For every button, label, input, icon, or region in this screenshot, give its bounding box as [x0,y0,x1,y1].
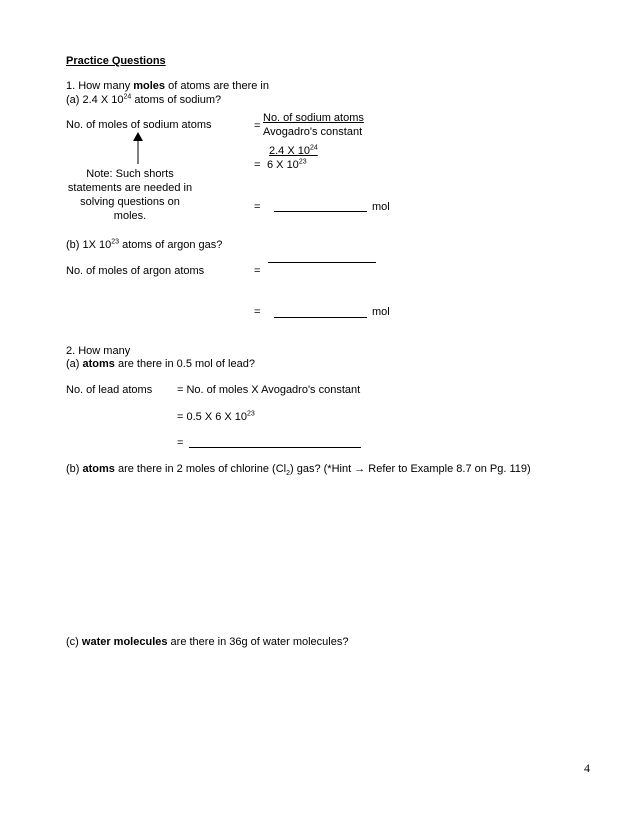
arrow-right-icon: → [354,463,366,475]
q1a-prompt-post: atoms of sodium? [131,94,222,106]
q1b-prompt-sup: 23 [111,238,120,246]
q1a-answer-blank [274,211,367,212]
q2a-prompt-post: are there in 0.5 mol of lead? [114,358,255,370]
q2a-prompt-bold: atoms [82,358,115,370]
q2b-prompt [66,463,531,476]
q2a-prompt-pre: (a) [66,358,83,370]
q2-intro: 2. How many [66,345,131,357]
q1b-prompt-pre: (b) 1X 10 [66,239,112,251]
page-number: 4 [584,761,590,775]
q1b-label: No. of moles of argon atoms [66,265,205,277]
q2b-prompt-pre: (b) [66,463,83,475]
q2b-prompt-sub: 2 [286,470,290,478]
note-text: Note: Such shorts statements are needed in solving questions on moles. [67,168,193,222]
q1b-equals-1: = [254,265,261,277]
q1a-num-value-sup: 24 [309,144,318,152]
q2b-prompt-post: ) gas? (*Hint [290,463,355,475]
q2a-line2-pre: = 0.5 X 6 X 10 [177,411,248,423]
q2b-prompt-tail: Refer to Example 8.7 on Pg. 119) [365,463,531,475]
q1a-num-value [269,145,318,158]
q2c-prompt-pre: (c) [66,636,82,648]
q2a-answer-blank [189,447,361,448]
q1-intro [66,80,269,93]
q2a-line1: = No. of moles X Avogadro's constant [177,384,361,396]
q2c-prompt-bold: water molecules [81,636,168,648]
arrow-up-icon [132,132,144,164]
q1b-equals-2: = [254,306,261,318]
q1a-numerator: No. of sodium atoms [263,112,364,124]
q1b-fraction-line [268,262,376,263]
page-heading: Practice Questions [66,55,166,67]
q1b-prompt-post: atoms of argon gas? [119,239,223,251]
q2b-prompt-bold: atoms [82,463,115,475]
q1a-prompt [66,94,221,107]
q1a-label: No. of moles of sodium atoms [66,119,212,131]
q1a-equals-1: = [254,120,261,132]
q1a-prompt-sup: 24 [123,93,132,101]
q2c-prompt-post: are there in 36g of water molecules? [167,636,349,648]
q1-intro-bold: moles [133,80,166,92]
q1a-den-value-sup: 23 [298,158,307,166]
q2a-prompt [66,358,255,371]
q1a-prompt-pre: (a) 2.4 X 10 [66,94,124,106]
q2a-line3: = [177,437,184,449]
q1a-equals-2: = [254,159,261,171]
q1a-denominator: Avogadro's constant [263,126,363,138]
q1-intro-post: of atoms are there in [165,80,269,92]
q2a-line2 [177,411,255,424]
q1a-den-value [267,159,307,172]
q2b-prompt-mid: are there in 2 moles of chlorine (Cl [114,463,287,475]
q1-intro-pre: 1. How many [66,80,134,92]
q2a-label: No. of lead atoms [66,384,153,396]
q1a-den-value-pre: 6 X 10 [267,159,299,171]
q2c-prompt [66,636,348,649]
q1b-prompt [66,239,222,252]
q2a-line2-sup: 23 [247,410,255,418]
q1a-num-value-pre: 2.4 X 10 [269,145,310,157]
q1b-answer-blank [274,317,367,318]
q1a-unit: mol [372,201,390,213]
q1b-unit: mol [372,306,390,318]
q1a-equals-3: = [254,201,261,213]
